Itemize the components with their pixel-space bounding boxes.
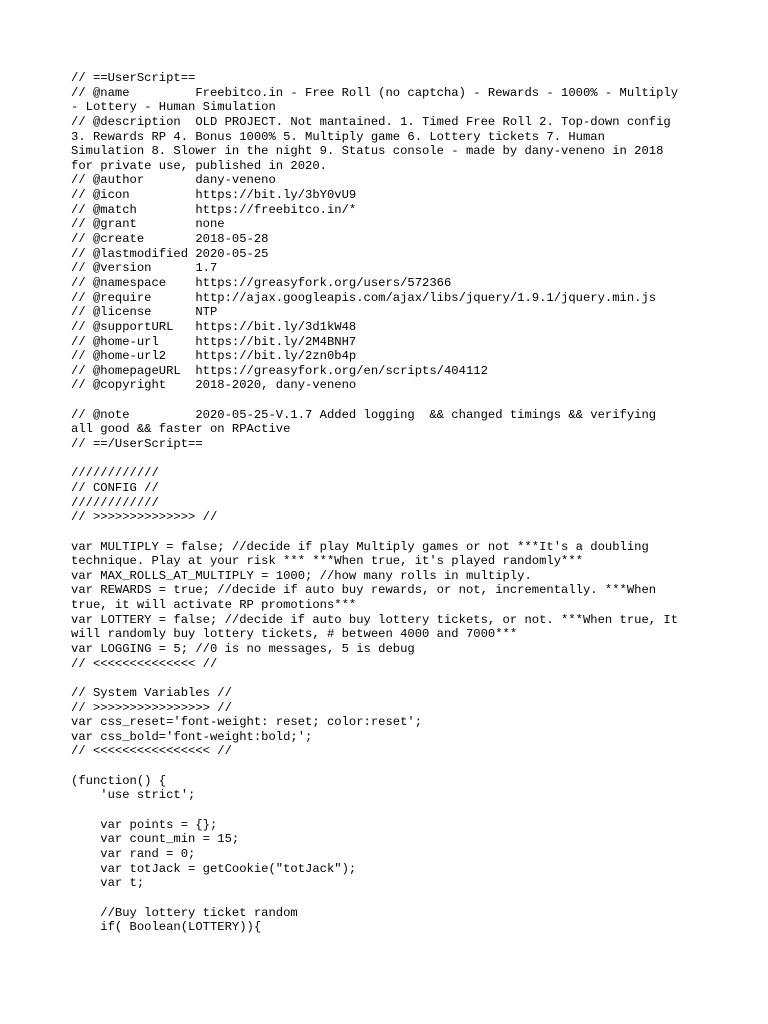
code-line: // ==UserScript== <box>71 71 196 85</box>
code-line: // @license NTP <box>71 305 218 320</box>
code-line: // @version 1.7 <box>71 261 218 276</box>
code-line <box>71 803 711 818</box>
code-line: var MULTIPLY = false; //decide if play Multiply games or not ***It's a doubling <box>71 539 649 554</box>
code-line: // >>>>>>>>>>>>>> // <box>71 510 218 525</box>
code-line: - Lottery - Human Simulation <box>71 100 276 115</box>
code-line: var points = {}; <box>71 817 218 832</box>
code-line: 'use strict'; <box>71 788 196 803</box>
code-line: // <<<<<<<<<<<<<< // <box>71 656 218 671</box>
code-line: // @description OLD PROJECT. Not mantained. 1. Timed Free Roll 2. Top-down config <box>71 114 671 129</box>
code-line: // @home-url2 https://bit.ly/2zn0b4p <box>71 349 357 364</box>
code-line: // ==/UserScript== <box>71 437 203 452</box>
code-line: for private use, published in 2020. <box>71 158 327 173</box>
code-line <box>71 891 711 906</box>
code-line: //Buy lottery ticket random <box>71 905 298 920</box>
code-line: // @supportURL https://bit.ly/3d1kW48 <box>71 319 357 334</box>
code-line: var count_min = 15; <box>71 832 240 847</box>
code-line: all good && faster on RPActive <box>71 422 291 437</box>
code-line: // @copyright 2018-2020, dany-veneno <box>71 378 357 393</box>
code-line: 3. Rewards RP 4. Bonus 1000% 5. Multiply game 6. Lottery tickets 7. Human <box>71 129 605 144</box>
code-line: // @home-url https://bit.ly/2M4BNH7 <box>71 334 357 349</box>
code-line: var REWARDS = true; //decide if auto buy rewards, or not, incrementally. ***When <box>71 583 657 598</box>
code-line: //////////// <box>71 495 159 510</box>
code-line: (function() { <box>71 773 167 788</box>
code-line: true, it will activate RP promotions*** <box>71 598 357 613</box>
code-line <box>71 759 711 774</box>
code-line <box>71 393 711 408</box>
code-line: technique. Play at your risk *** ***When true, it's played randomly*** <box>71 554 583 569</box>
code-line <box>71 671 711 686</box>
code-line <box>71 525 711 540</box>
code-line: var css_bold='font-weight:bold;'; <box>71 729 313 744</box>
code-line: var rand = 0; <box>71 846 196 861</box>
code-line: // System Variables // <box>71 685 232 700</box>
code-line: // @name Freebitco.in - Free Roll (no captcha) - Rewards - 1000% - Multiply <box>71 85 679 100</box>
code-line: // CONFIG // <box>71 480 159 495</box>
code-line: will randomly buy lottery tickets, # between 4000 and 7000*** <box>71 627 518 642</box>
code-line: // >>>>>>>>>>>>>>>> // <box>71 700 232 715</box>
code-line: var MAX_ROLLS_AT_MULTIPLY = 1000; //how many rolls in multiply. <box>71 568 532 583</box>
code-line: Simulation 8. Slower in the night 9. Status console - made by dany-veneno in 2018 <box>71 144 664 159</box>
code-line: //////////// <box>71 466 159 481</box>
code-line: var css_reset='font-weight: reset; color:reset'; <box>71 715 423 730</box>
code-line: var totJack = getCookie("totJack"); <box>71 861 357 876</box>
code-line: // <<<<<<<<<<<<<<<< // <box>71 744 232 759</box>
code-line: // @note 2020-05-25-V.1.7 Added logging && changed timings && verifying <box>71 407 657 422</box>
code-line: var t; <box>71 876 145 891</box>
code-line: // @homepageURL https://greasyfork.org/en/scripts/404112 <box>71 363 488 378</box>
code-line: if( Boolean(LOTTERY)){ <box>71 920 262 935</box>
code-line: // @icon https://bit.ly/3bY0vU9 <box>71 188 357 203</box>
code-line: var LOTTERY = false; //decide if auto buy lottery tickets, or not. ***When true, It <box>71 612 679 627</box>
code-line: // @author dany-veneno <box>71 173 276 188</box>
code-line: // @require http://ajax.googleapis.com/ajax/libs/jquery/1.9.1/jquery.min.js <box>71 290 657 305</box>
code-line <box>71 452 711 467</box>
code-line: var LOGGING = 5; //0 is no messages, 5 is debug <box>71 641 415 656</box>
code-line: // @create 2018-05-28 <box>71 232 269 247</box>
code-line: // @grant none <box>71 217 225 232</box>
code-line: // @namespace https://greasyfork.org/users/572366 <box>71 275 452 290</box>
code-line: // @match https://freebitco.in/* <box>71 202 357 217</box>
userscript-document <box>71 71 711 935</box>
code-line: // @lastmodified 2020-05-25 <box>71 246 269 261</box>
